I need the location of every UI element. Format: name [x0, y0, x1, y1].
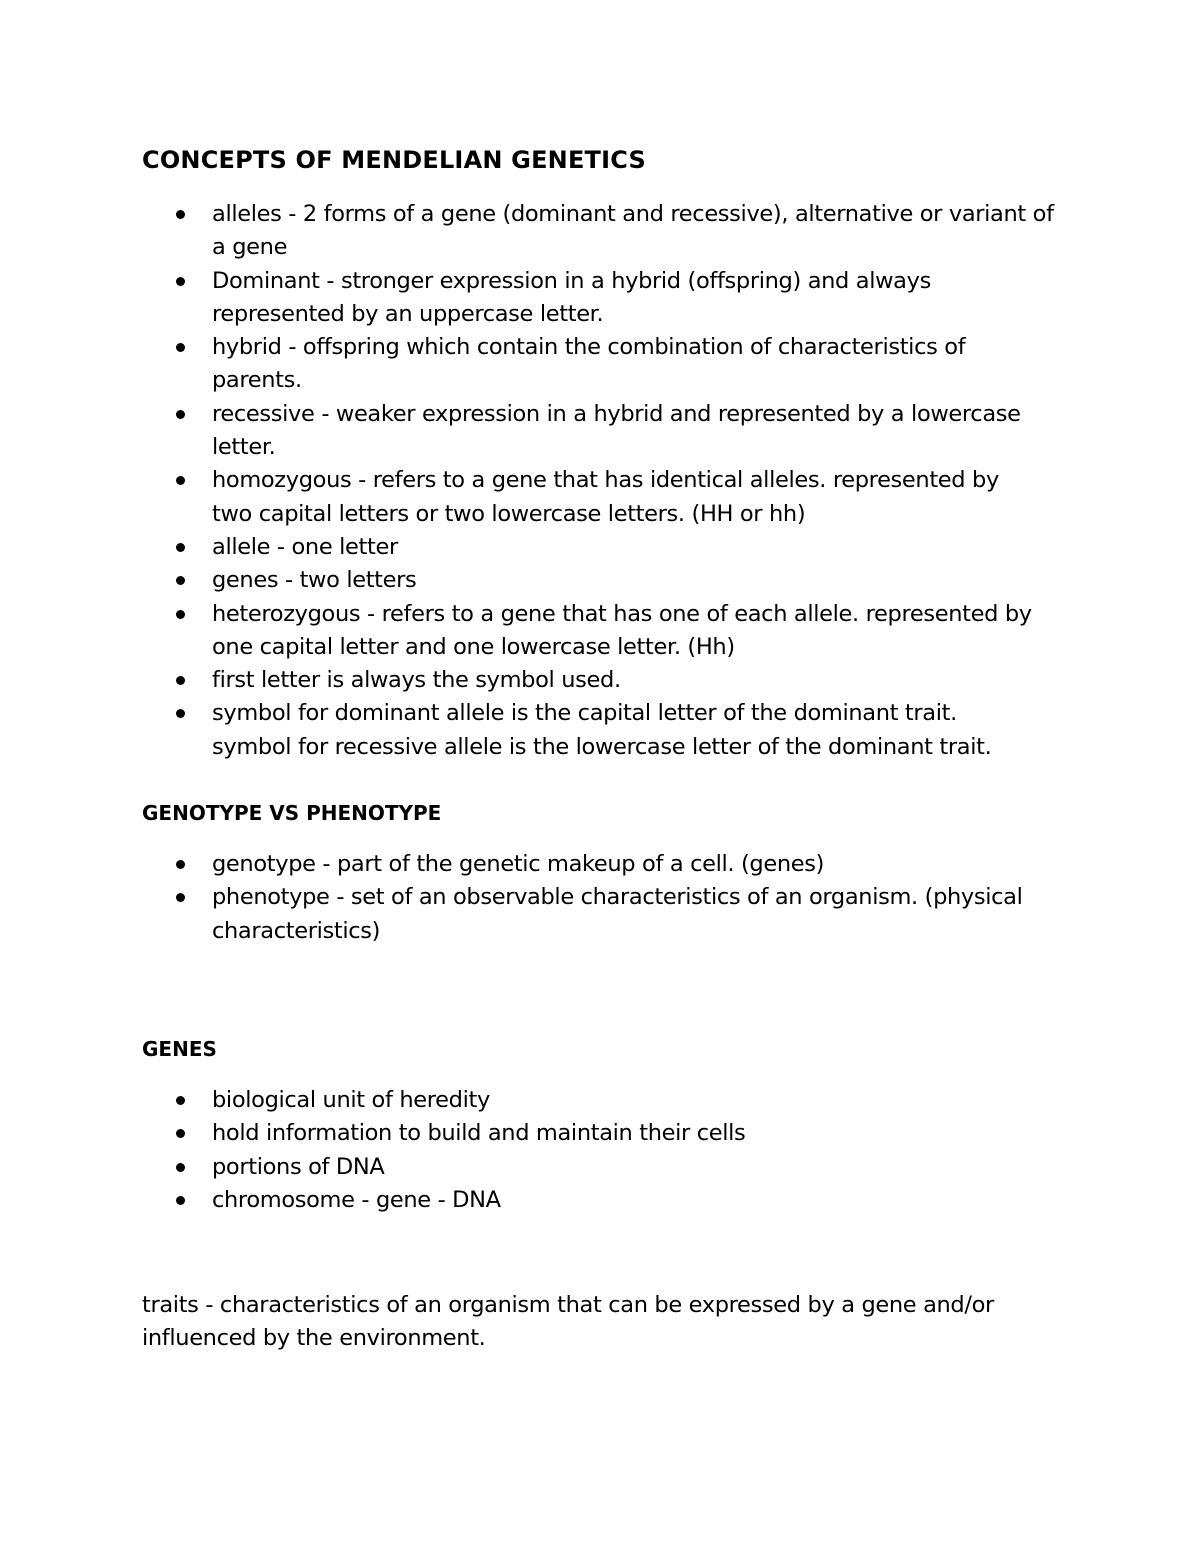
bullet-icon [176, 277, 185, 286]
genotype-phenotype-heading: GENOTYPE VS PHENOTYPE [142, 801, 442, 826]
genes-heading: GENES [142, 1036, 217, 1061]
traits-paragraph: traits - characteristics of an organism that can be expressed by a gene and/or influenced by the environment. [142, 1292, 994, 1352]
bullet-icon [176, 893, 185, 902]
list-item [142, 198, 1072, 265]
list-item-text: symbol for dominant allele is the capital letter of the dominant trait. symbol for recessive allele is the lowercase letter of the dominant trait. [212, 700, 992, 760]
list-item [142, 398, 1072, 465]
list-item-text: Dominant - stronger expression in a hybrid (offspring) and always represented by an uppercase letter. [212, 267, 931, 327]
list-item [142, 265, 1072, 332]
bullet-icon [176, 343, 185, 352]
bullet-icon [176, 860, 185, 869]
list-item-text: biological unit of heredity [212, 1086, 490, 1113]
bullet-icon [176, 210, 185, 219]
concepts-list [142, 198, 1072, 764]
bullet-icon [176, 1129, 185, 1138]
list-item [142, 664, 1072, 697]
list-item-text: hold information to build and maintain their cells [212, 1120, 746, 1147]
list-item [142, 697, 1072, 764]
list-item [142, 531, 1072, 564]
genes-list [142, 1084, 1072, 1217]
bullet-icon [176, 1096, 185, 1105]
list-item-text: phenotype - set of an observable characteristics of an organism. (physical characteristics) [212, 884, 1023, 944]
bullet-icon [176, 1196, 185, 1205]
genotype-phenotype-list [142, 848, 1072, 948]
list-item-text: genes - two letters [212, 567, 417, 594]
list-item [142, 331, 1072, 398]
bullet-icon [176, 610, 185, 619]
list-item-text: genotype - part of the genetic makeup of a cell. (genes) [212, 851, 825, 878]
bullet-icon [176, 543, 185, 552]
list-item-text: recessive - weaker expression in a hybrid and represented by a lowercase letter. [212, 400, 1021, 461]
list-item [142, 1184, 1072, 1217]
bullet-icon [176, 709, 185, 718]
bullet-icon [176, 476, 185, 485]
list-item-text: hybrid - offspring which contain the combination of characteristics of parents. [212, 334, 966, 394]
document-content [142, 142, 1072, 1356]
list-item [142, 1151, 1072, 1184]
list-item [142, 464, 1072, 531]
list-item [142, 1084, 1072, 1117]
document-title: CONCEPTS OF MENDELIAN GENETICS [142, 146, 646, 174]
list-item [142, 1117, 1072, 1150]
bullet-icon [176, 676, 185, 685]
list-item [142, 598, 1072, 665]
list-item-text: heterozygous - refers to a gene that has one of each allele. represented by one capital letter and one lowercase letter. (Hh) [212, 600, 1032, 660]
list-item [142, 848, 1072, 881]
bullet-icon [176, 410, 185, 419]
list-item-text: alleles - 2 forms of a gene (dominant and recessive), alternative or variant of a gene [212, 201, 1054, 261]
list-item-text: chromosome - gene - DNA [212, 1186, 501, 1213]
list-item-text: allele - one letter [212, 533, 398, 560]
bullet-icon [176, 1163, 185, 1172]
list-item [142, 881, 1072, 948]
list-item-text: first letter is always the symbol used. [212, 667, 621, 694]
bullet-icon [176, 576, 185, 585]
list-item-text: homozygous - refers to a gene that has identical alleles. represented by two capital letters or two lowercase letters. (HH or hh) [212, 467, 999, 527]
list-item [142, 564, 1072, 597]
list-item-text: portions of DNA [212, 1153, 385, 1180]
